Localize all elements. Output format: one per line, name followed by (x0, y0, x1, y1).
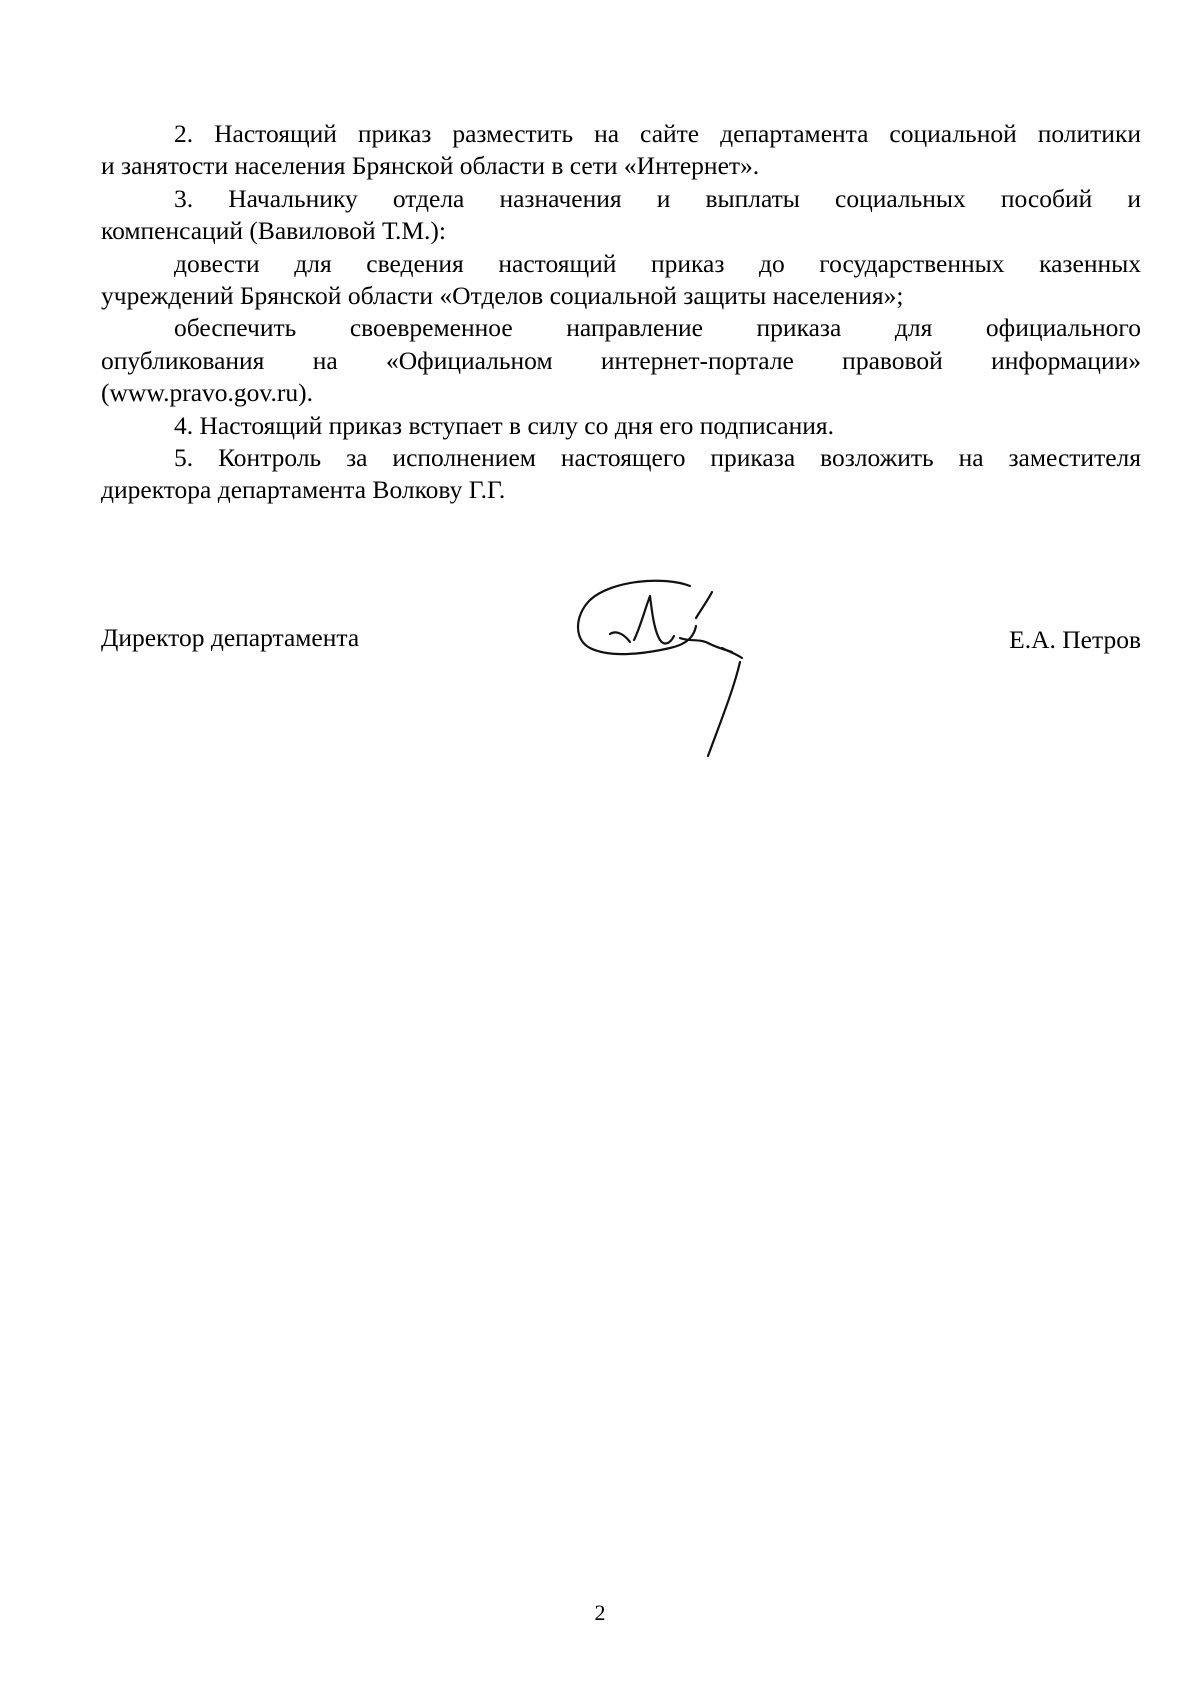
paragraph-3b-line-3: (www.pravo.gov.ru). (101, 378, 313, 408)
paragraph-2-line-2: и занятости населения Брянской области в сети «Интернет». (101, 151, 760, 181)
paragraph-3-line-1: 3. Начальнику отдела назначения и выплаты социальных пособий и (174, 183, 1141, 213)
page-number: 2 (594, 1600, 606, 1625)
handwritten-signature (572, 578, 772, 768)
signer-name: Е.А. Петров (1009, 625, 1141, 654)
signer-position: Директор департамента (101, 623, 360, 652)
paragraph-3a-line-1: довести для сведения настоящий приказ до государственных казенных (174, 248, 1141, 278)
paragraph-3a (101, 248, 1141, 313)
paragraph-3a-line-2: учреждений Брянской области «Отделов социальной защиты населения»; (101, 281, 904, 311)
paragraph-2-line-1: 2. Настоящий приказ разместить на сайте департамента социальной политики (174, 119, 1141, 148)
paragraph-5 (101, 442, 1141, 507)
paragraph-5-line-1: 5. Контроль за исполнением настоящего приказа возложить на заместителя (174, 443, 1141, 473)
paragraph-4 (101, 410, 1141, 442)
document-body (101, 118, 1141, 507)
paragraph-3b-line-1: обеспечить своевременное направление приказа для официального (174, 313, 1141, 343)
paragraph-3 (101, 183, 1141, 248)
paragraph-4-line-1: 4. Настоящий приказ вступает в силу со дня его подписания. (174, 410, 834, 440)
paragraph-3b (101, 312, 1141, 409)
paragraph-2 (101, 118, 1141, 183)
paragraph-3b-line-2: опубликования на «Официальном интернет-портале правовой информации» (101, 345, 1141, 375)
paragraph-5-line-2: директора департамента Волкову Г.Г. (101, 475, 506, 505)
paragraph-3-line-2: компенсаций (Вавиловой Т.М.): (101, 216, 447, 246)
